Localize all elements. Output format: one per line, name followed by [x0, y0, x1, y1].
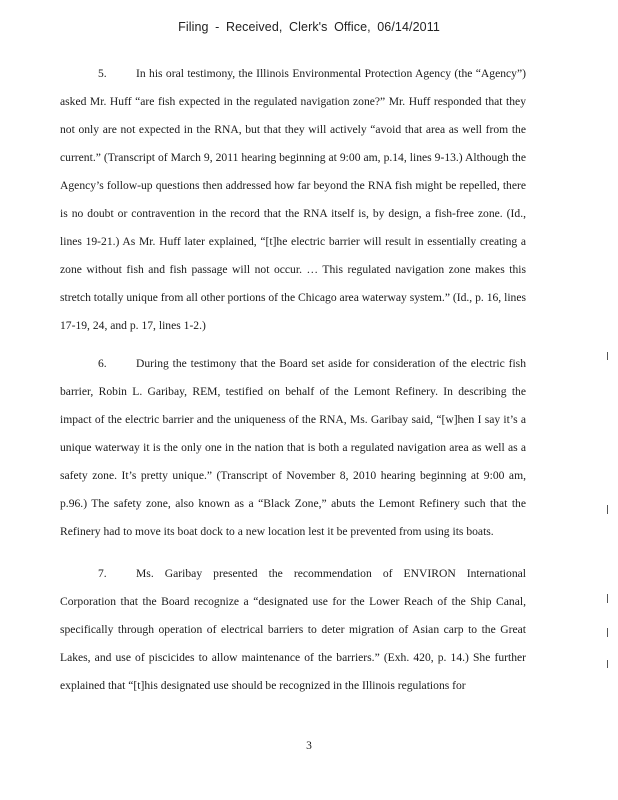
filing-header: Filing - Received, Clerk's Office, 06/14/2011 — [178, 20, 440, 34]
paragraph-number: 6. — [98, 357, 107, 370]
scan-mark — [607, 660, 608, 668]
paragraph-6 — [60, 350, 526, 546]
paragraph-5 — [60, 60, 526, 340]
paragraph-text: During the testimony that the Board set aside for consideration of the electric fish barrier, Robin L. Garibay, REM, testified on behalf of the Lemont Refinery. In describing the impact of the electric barrier and the uniqueness of the RNA, Ms. Garibay said, “[w]hen I say it’s a unique waterway it is the only one in the nation that is both a regulated navigation area as well as a safety zone. It’s pretty unique.” (Transcript of November 8, 2010 hearing beginning at 9:00 am, p.96.) The safety zone, also known as a “Black Zone,” abuts the Lemont Refinery such that the Refinery had to move its boat dock to a new location lest it be prevented from using its boats. — [60, 357, 526, 538]
paragraph-text: Ms. Garibay presented the recommendation of ENVIRON International Corporation that the Board recognize a “designated use for the Lower Reach of the Ship Canal, specifically through operation of electrical barriers to deter migration of Asian carp to the Great Lakes, and use of piscicides to allow maintenance of the barriers.” (Exh. 420, p. 14.) She further explained that “[t]his designated use should be recognized in the Illinois regulations for — [60, 567, 526, 692]
scan-mark — [607, 594, 608, 603]
scan-mark — [607, 628, 608, 637]
paragraph-text: In his oral testimony, the Illinois Environmental Protection Agency (the “Agency”) asked Mr. Huff “are fish expected in the regulated navigation zone?” Mr. Huff responded that they not only are not expected in the RNA, but that they will actively “avoid that area as well from the current.” (Transcript of March 9, 2011 hearing beginning at 9:00 am, p.14, lines 9-13.) Although the Agency’s follow-up questions then addressed how far beyond the RNA fish might be repelled, there is no doubt or contravention in the record that the RNA itself is, by design, a fish-free zone. (Id., lines 19-21.) As Mr. Huff later explained, “[t]he electric barrier will result in essentially creating a zone without fish and fish passage will not occur. … This regulated navigation zone makes this stretch totally unique from all other portions of the Chicago area waterway system.” (Id., p. 16, lines 17-19, 24, and p. 17, lines 1-2.) — [60, 67, 526, 332]
scan-mark — [607, 352, 608, 360]
scan-mark — [607, 505, 608, 514]
paragraph-number: 7. — [98, 567, 107, 580]
paragraph-7 — [60, 560, 526, 700]
paragraph-number: 5. — [98, 67, 107, 80]
page-number: 3 — [306, 740, 312, 752]
